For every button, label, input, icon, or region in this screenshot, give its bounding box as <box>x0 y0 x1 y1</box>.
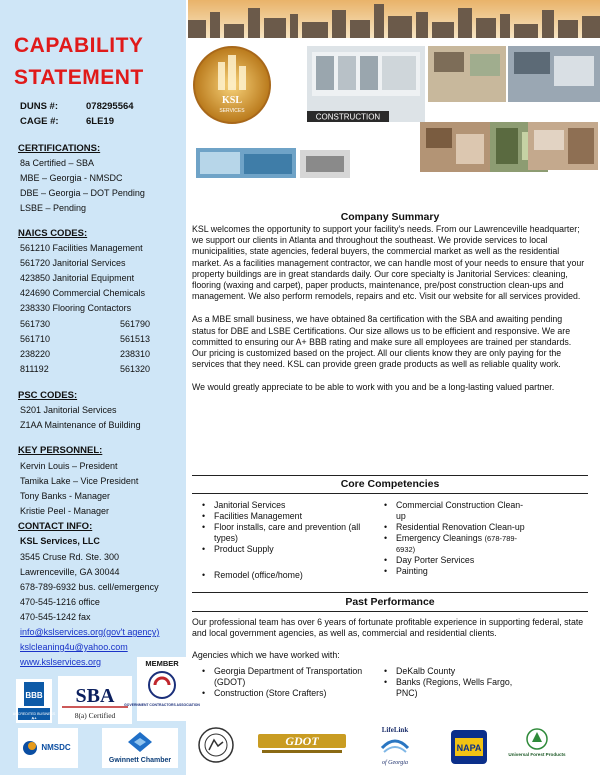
core-competencies-section <box>192 478 588 490</box>
core-list-left <box>200 500 372 581</box>
contact-line: Lawrenceville, GA 30044 <box>20 567 120 577</box>
past-performance-body <box>192 617 588 662</box>
competency-item: • Product Supply <box>214 544 372 555</box>
duns-row <box>20 101 134 112</box>
agencies-list-right <box>382 666 522 699</box>
divider <box>192 611 588 612</box>
emergency-cleanings-label: Emergency Cleanings <box>396 533 483 543</box>
naics-code: 561710 <box>20 334 51 344</box>
napa-logo <box>450 729 488 765</box>
dekalb-seal-logo <box>197 726 235 764</box>
summary-paragraph: As a MBE small business, we have obtained 8a certification with the SBA and awaiting pending status for DBE and LSBE Certifications. Our size allows us to be efficient and responsive. We are committed to ensuring our A+ BBB rating and make sure all employees are trained per standards. Our pricing is customized based on the project. All our clients know they are only paying for the services that they need. KSL can provide green grade products as well as reliable quality work. <box>192 314 572 370</box>
agency-item: • Construction (Store Crafters) <box>214 688 370 699</box>
naics-item: 424690 Commercial Chemicals <box>20 288 146 298</box>
certification-item: MBE – Georgia - NMSDC <box>20 173 123 183</box>
svg-text:NMSDC: NMSDC <box>41 743 71 752</box>
bbb-logo <box>12 679 56 723</box>
lifelink-logo <box>372 722 418 768</box>
naics-code: 561730 <box>20 319 51 329</box>
svg-text:LifeLink: LifeLink <box>381 726 409 734</box>
header-banner <box>188 0 600 205</box>
psc-item: Z1AA Maintenance of Building <box>20 420 141 430</box>
personnel-item: Tony Banks - Manager <box>20 491 111 501</box>
contact-line: 3545 Cruse Rd. Ste. 300 <box>20 552 120 562</box>
cage-label: CAGE #: <box>20 116 59 127</box>
svg-text:NAPA: NAPA <box>456 743 482 753</box>
gdot-logo <box>254 730 350 756</box>
competency-item: • Janitorial Services <box>214 500 372 511</box>
svg-text:ACCREDITED BUSINESS: ACCREDITED BUSINESS <box>12 712 56 716</box>
cage-value: 6LE19 <box>86 116 114 127</box>
naics-item: 238330 Flooring Contactors <box>20 303 132 313</box>
svg-text:A+: A+ <box>31 715 37 721</box>
title-line-1: CAPABILITY <box>14 34 144 57</box>
email-row <box>20 627 159 638</box>
naics-code: 238220 <box>20 349 51 359</box>
svg-text:BBB: BBB <box>25 691 43 700</box>
naics-code: 561790 <box>120 319 151 329</box>
naics-heading: NAICS CODES: <box>18 228 88 239</box>
email-row-2 <box>20 642 128 653</box>
title-line-2: STATEMENT <box>14 66 144 89</box>
sba-logo <box>58 676 132 724</box>
svg-text:Universal Forest Products: Universal Forest Products <box>508 752 566 757</box>
gwinnett-chamber-logo <box>102 728 178 768</box>
svg-text:GOVERNMENT CONTRACTORS ASSOCIA: GOVERNMENT CONTRACTORS ASSOCIATION <box>124 703 200 707</box>
company-summary-section <box>192 211 588 394</box>
email-link-note: (gov't agency) <box>103 627 160 637</box>
contact-line: 470-545-1242 fax <box>20 612 91 622</box>
website-row <box>20 657 101 668</box>
personnel-item: Kervin Louis – President <box>20 461 118 471</box>
past-performance-heading: Past Performance <box>345 596 435 608</box>
certifications-heading: CERTIFICATIONS: <box>18 143 101 154</box>
past-performance-paragraph: Our professional team has over 6 years of fortunate profitable experience in supporting federal, state and local government agencies, as well as, commercial and residential clients. <box>192 617 584 639</box>
contact-company: KSL Services, LLC <box>20 536 100 546</box>
competency-item: • Residential Renovation Clean-up <box>396 522 532 533</box>
website-link[interactable]: www.kslservices.org <box>20 657 102 667</box>
svg-text:of Georgia: of Georgia <box>382 760 408 766</box>
competency-item: • Floor installs, care and prevention (all types) <box>214 522 372 544</box>
core-competencies-heading: Core Competencies <box>340 478 440 490</box>
key-personnel-heading: KEY PERSONNEL: <box>18 445 103 456</box>
past-performance-section <box>192 596 588 608</box>
competency-item: • Painting <box>396 566 532 577</box>
email-link-secondary[interactable]: kslcleaning4u@yahoo.com <box>20 642 128 652</box>
agency-item: • Banks (Regions, Wells Fargo, PNC) <box>396 677 522 699</box>
contact-line: 678-789-6932 bus. cell/emergency <box>20 582 159 592</box>
divider <box>192 493 588 494</box>
naics-code: 561513 <box>120 334 151 344</box>
competency-item: • Day Porter Services <box>396 555 532 566</box>
svg-text:8(a) Certified: 8(a) Certified <box>74 711 116 720</box>
svg-text:SBA: SBA <box>75 685 115 707</box>
construction-label: CONSTRUCTION <box>315 112 381 122</box>
summary-paragraph: KSL welcomes the opportunity to support your facility's needs. From our Lawrenceville headquarter; we support our clients in Atlanta and throughout the southeast. We provide services to local municipalities, state agencies, federal buyers, the commercial market as well as the residential market. As a facilities management contractor, we can handle most of your needs to ensure that your property buildings are in great standards daily. Our core specialty is Janitorial Services: cleaning, flooring (waxing and carpet), paper products, maintenance, pre/post construction clean-ups and management. We also perform remodels, repairs and etc. Visit our website for all services provided. <box>192 224 585 302</box>
duns-label: DUNS #: <box>20 101 59 112</box>
personnel-item: Tamika Lake – Vice President <box>20 476 139 486</box>
summary-paragraph: We would greatly appreciate to be able to work with you and be a long-lasting valued partner. <box>192 382 555 393</box>
naics-item: 561210 Facilities Management <box>20 243 143 253</box>
universal-forest-products-logo <box>508 724 566 768</box>
email-link-primary[interactable]: info@kslservices.org <box>20 627 104 637</box>
cage-row <box>20 116 114 127</box>
agencies-list-left <box>200 666 370 699</box>
certification-item: LSBE – Pending <box>20 203 87 213</box>
ksl-logo-sub: SERVICES <box>219 108 245 114</box>
divider <box>192 475 588 476</box>
naics-code: 238310 <box>120 349 151 359</box>
contact-info-heading: CONTACT INFO: <box>18 521 93 532</box>
naics-item: 561720 Janitorial Services <box>20 258 126 268</box>
naics-code: 561320 <box>120 364 151 374</box>
agency-item: • Georgia Department of Transportation (GDOT) <box>214 666 370 688</box>
competency-item: • Facilities Management <box>214 511 372 522</box>
divider <box>192 592 588 593</box>
svg-text:MEMBER: MEMBER <box>145 659 179 668</box>
duns-value: 078295564 <box>86 101 134 112</box>
psc-item: S201 Janitorial Services <box>20 405 117 415</box>
psc-heading: PSC CODES: <box>18 390 78 401</box>
competency-item: • Remodel (office/home) <box>214 570 372 581</box>
naics-item: 423850 Janitorial Equipment <box>20 273 135 283</box>
svg-text:GDOT: GDOT <box>285 734 319 748</box>
capability-statement-title <box>14 30 184 94</box>
competency-item: • Commercial Construction Clean-up <box>396 500 532 522</box>
certification-item: 8a Certified – SBA <box>20 158 95 168</box>
agency-item: • DeKalb County <box>396 666 522 677</box>
nmsdc-logo <box>18 728 78 768</box>
certification-item: DBE – Georgia – DOT Pending <box>20 188 145 198</box>
emergency-phone: (678-789-6932) <box>396 534 518 554</box>
core-list-right <box>382 500 532 577</box>
naics-code: 811192 <box>20 364 49 374</box>
contact-line: 470-545-1216 office <box>20 597 100 607</box>
personnel-item: Kristie Peel - Manager <box>20 506 110 516</box>
svg-text:Gwinnett Chamber: Gwinnett Chamber <box>108 757 172 764</box>
company-summary-heading: Company Summary <box>340 211 440 223</box>
competency-item <box>396 533 532 555</box>
ksl-logo-text: KSL <box>221 95 243 106</box>
gca-member-logo <box>124 657 200 721</box>
agencies-intro: Agencies which we have worked with: <box>192 650 340 661</box>
